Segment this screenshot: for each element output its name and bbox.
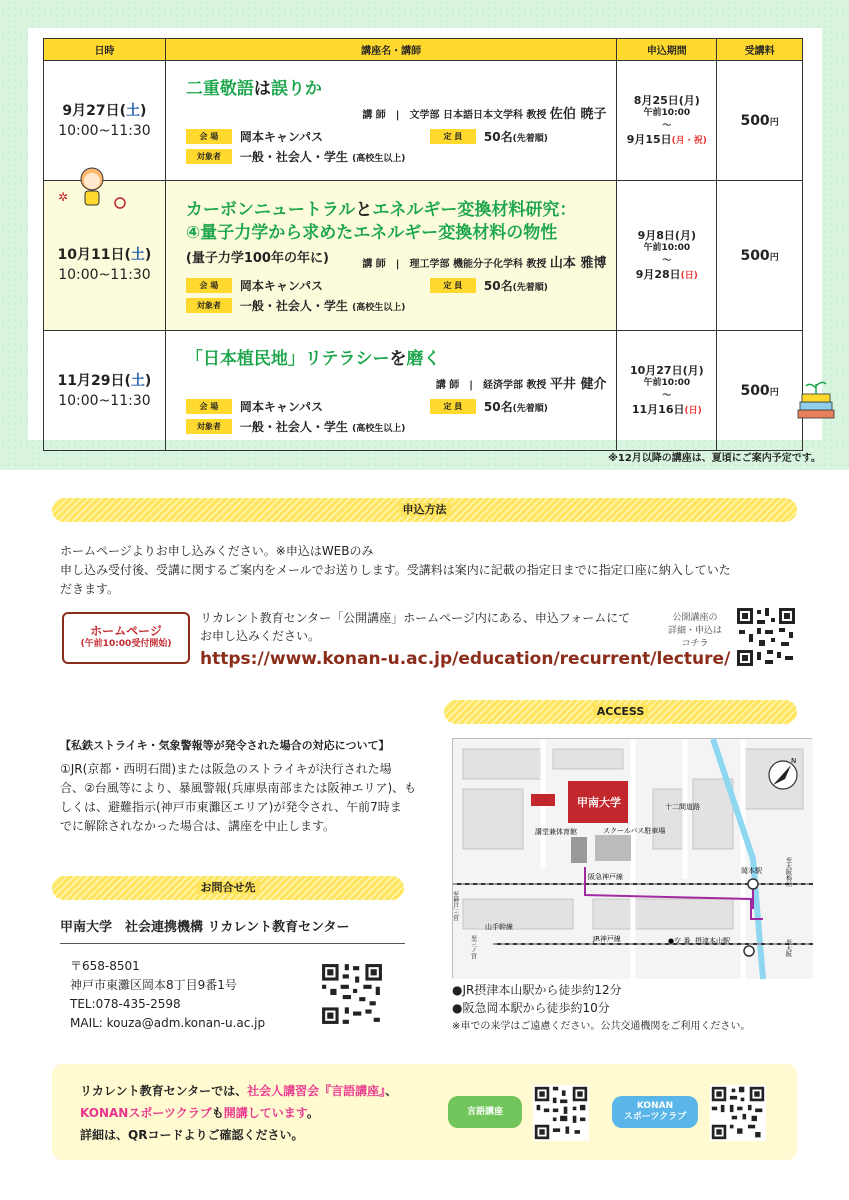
lecturer: 講 師 | 文学部 日本語日本文学科 教授 佐伯 暁子 [362, 107, 607, 122]
homepage-badge: ホームページ (午前10:00受付開始) [62, 612, 190, 664]
lecturer: 講 師 | 経済学部 教授 平井 健介 [435, 377, 607, 392]
fee-cell: 500円 [717, 181, 803, 331]
target-value: 一般・社会人・学生 (高校生以上) [239, 420, 406, 434]
table-row [44, 331, 803, 451]
map-drawing [453, 739, 813, 979]
svg-text:JR神戸線: JR神戸線 [593, 935, 621, 943]
lecture-title-line2: ④量子力学から求めたエネルギー変換材料の物性 [185, 223, 558, 243]
weekday: 土 [130, 246, 145, 263]
capacity-value: 50名(先着順) [483, 279, 548, 293]
date-cell: 9月27日(土) 10:00~11:30 [44, 61, 166, 181]
sports-club-chip[interactable]: KONAN スポーツクラブ [612, 1096, 698, 1128]
fee-cell: 500円 [717, 61, 803, 181]
strike-line4: でに解除されなかった場合は、講座を中止します。 [60, 819, 336, 833]
lecture-url-link[interactable]: https://www.konan-u.ac.jp/education/recurrent/lecture/ [200, 649, 731, 669]
target-tag: 対象者 [186, 149, 232, 164]
header-lecture: 講座名・講師 [165, 39, 617, 61]
svg-text:摂津本山駅: 摂津本山駅 [695, 937, 730, 945]
svg-text:十二間道路: 十二間道路 [665, 803, 700, 811]
lecturer: 講 師 | 理工学部 機能分子化学科 教授 山本 雅博 [362, 256, 607, 271]
date-text: 9月27日 [62, 102, 120, 119]
homepage-desc2: お申し込みください。 [200, 629, 321, 643]
venue-tag: 会 場 [186, 278, 232, 293]
weekday: 土 [130, 372, 145, 389]
venue-tag: 会 場 [186, 399, 232, 414]
svg-text:至大阪梅田: 至大阪梅田 [784, 857, 792, 887]
date-cell: 11月29日(土) 10:00~11:30 [44, 331, 166, 451]
promo-line2: KONANスポーツクラブも開講しています。 [80, 1106, 319, 1120]
venue-tag: 会 場 [186, 129, 232, 144]
table-header-row [44, 39, 803, 61]
apply-line2: 申し込み受付後、受講に関するご案内をメールでお送りします。受講料は案内に記載の指定日までに指定口座に納入していた [60, 563, 731, 577]
qr-code-language[interactable] [533, 1085, 589, 1141]
svg-text:至三ノ宮: 至三ノ宮 [469, 935, 477, 959]
period-cell: 9月8日(月) 午前10:00 ～ 9月28日(日) [617, 181, 717, 331]
weekday: 土 [126, 102, 141, 119]
contact-heading-bar [52, 876, 404, 900]
qr-code-sports[interactable] [710, 1085, 766, 1141]
contact-address: 神戸市東灘区岡本8丁目9番1号 [70, 978, 237, 992]
qr-code-apply[interactable] [735, 606, 797, 668]
lecture-table [43, 38, 803, 451]
capacity-tag: 定 員 [430, 129, 476, 144]
books-illustration [792, 380, 840, 430]
qr-caption: 公開講座の 詳細・申込は コチラ [667, 613, 722, 649]
date-text: 11月29日 [57, 372, 125, 389]
svg-text:至大阪: 至大阪 [784, 939, 792, 957]
language-course-chip[interactable]: 言語講座 [448, 1096, 522, 1128]
svg-text:山手幹線: 山手幹線 [485, 923, 513, 931]
strike-line1: ①JR(京都・西明石間)または阪急のストライキが決行された場 [60, 762, 392, 776]
header-period: 申込期間 [617, 39, 717, 61]
target-value: 一般・社会人・学生 (高校生以上) [239, 150, 406, 164]
table-row [44, 61, 803, 181]
time-text: 10:00~11:30 [58, 122, 151, 139]
svg-text:✲: ✲ [58, 190, 69, 204]
capacity-value: 50名(先着順) [483, 130, 548, 144]
capacity-tag: 定 員 [430, 278, 476, 293]
strike-line3: しくは、避難指示(神戸市東灘区エリア)が発令され、午前7時ま [60, 800, 402, 814]
svg-text:講堂兼体育館: 講堂兼体育館 [535, 828, 577, 836]
time-text: 10:00~11:30 [58, 266, 151, 283]
venue-value: 岡本キャンパス [239, 400, 324, 414]
access-line2: ●阪急岡本駅から徒歩約10分 [452, 1001, 610, 1015]
lecture-cell [165, 181, 617, 331]
contact-heading: お問合せ先 [197, 881, 260, 894]
lecture-cell [165, 61, 617, 181]
lecture-subtitle: (量子力学100年の年に) [185, 251, 329, 266]
homepage-desc1: リカレント教育センター「公開講座」ホームページ内にある、申込フォームにて [200, 611, 631, 625]
access-heading-bar [444, 700, 797, 724]
capacity-tag: 定 員 [430, 399, 476, 414]
header-fee: 受講料 [717, 39, 803, 61]
access-map [452, 738, 812, 978]
svg-text:スクールバス駐車場: スクールバス駐車場 [603, 827, 666, 835]
access-heading: ACCESS [593, 705, 649, 718]
apply-heading-bar [52, 498, 797, 522]
svg-text:岡本駅: 岡本駅 [741, 867, 762, 875]
apply-line1: ホームページよりお申し込みください。※申込はWEBのみ [60, 544, 374, 558]
contact-zip: 〒658-8501 [70, 959, 140, 973]
apply-heading: 申込方法 [399, 503, 451, 516]
lecture-cell [165, 331, 617, 451]
schedule-note: ※12月以降の講座は、夏頃にご案内予定です。 [608, 453, 821, 464]
svg-text:阪急神戸線: 阪急神戸線 [588, 873, 623, 881]
target-tag: 対象者 [186, 419, 232, 434]
target-tag: 対象者 [186, 298, 232, 313]
contact-tel: TEL:078-435-2598 [70, 997, 181, 1011]
contact-mail: MAIL: kouza@adm.konan-u.ac.jp [70, 1016, 266, 1030]
svg-text:●交 番: ●交 番 [668, 937, 691, 945]
table-row [44, 181, 803, 331]
access-line1: ●JR摂津本山駅から徒歩約12分 [452, 983, 622, 997]
svg-text:至神戸三宮: 至神戸三宮 [451, 891, 459, 921]
access-note: ※車での来学はご遠慮ください。公共交通機関をご利用ください。 [452, 1021, 751, 1032]
venue-value: 岡本キャンパス [239, 279, 324, 293]
girl-illustration [52, 163, 132, 213]
lecture-title: 二重敬語は誤りか [185, 79, 322, 99]
period-cell: 8月25日(月) 午前10:00 ～ 9月15日(月・祝) [617, 61, 717, 181]
period-cell: 10月27日(月) 午前10:00 ～ 11月16日(日) [617, 331, 717, 451]
promo-line3: 詳細は、QRコードよりご確認ください。 [80, 1128, 304, 1142]
header-date: 日時 [44, 39, 166, 61]
target-value: 一般・社会人・学生 (高校生以上) [239, 299, 406, 313]
contact-org: 甲南大学 社会連携機構 リカレント教育センター [60, 918, 405, 944]
lecture-title: 「日本植民地」リテラシーを磨く [185, 349, 441, 369]
date-cell: ✲ 10月11日(土) 10:00~11:30 [44, 181, 166, 331]
time-text: 10:00~11:30 [58, 392, 151, 409]
map-campus-label: 甲南大学 [577, 796, 621, 809]
strike-line2: 合、②台風等により、暴風警報(兵庫県南部または阪神エリア)、も [60, 781, 417, 795]
lecture-title: カーボンニュートラルとエネルギー変換材料研究： [185, 200, 577, 220]
promo-line1: リカレント教育センターでは、社会人講習会『言語講座』、 [80, 1084, 398, 1098]
date-text: 10月11日 [57, 246, 125, 263]
qr-code-contact[interactable] [320, 962, 384, 1026]
svg-text:N: N [791, 757, 797, 765]
fee-cell: 500円 [717, 331, 803, 451]
capacity-value: 50名(先着順) [483, 400, 548, 414]
venue-value: 岡本キャンパス [239, 130, 324, 144]
strike-heading: 【私鉄ストライキ・気象警報等が発令された場合の対応について】 [60, 739, 390, 752]
apply-line3: だきます。 [60, 582, 120, 596]
